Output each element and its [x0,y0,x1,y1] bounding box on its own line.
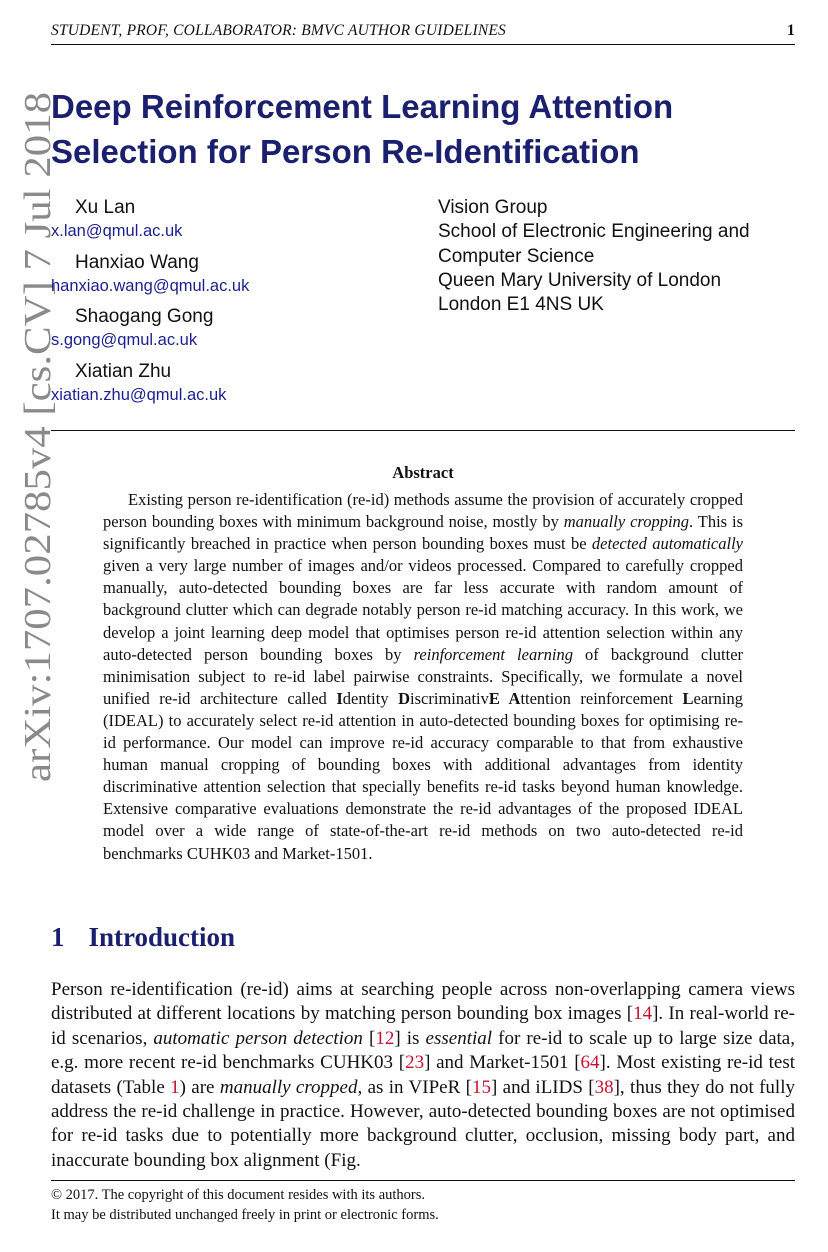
copyright-line: © 2017. The copyright of this document resides with its authors. [51,1187,426,1203]
intro-emphasis: manually cropped [219,1076,358,1098]
intro-emphasis: automatic person detection [153,1027,363,1049]
author-email[interactable]: hanxiao.wang@qmul.ac.uk [51,276,250,295]
author-name: Shaogang Gong [75,306,214,327]
affiliation-line: Computer Science [438,245,595,267]
abstract-text: dentity [342,688,399,708]
intro-emphasis: essential [425,1027,493,1049]
divider-rule [51,430,795,431]
abstract-body [103,489,743,865]
arxiv-id: arXiv:1707.02785v4 [cs.CV] 7 Jul 2018 [17,169,59,782]
author-list [51,196,411,414]
running-title: STUDENT, PROF, COLLABORATOR: BMVC AUTHOR GUIDELINES [51,22,506,39]
abstract-text: of background clutter minimisation subject to re-id label pairwise constraints. Specifically, we formulate a novel unified re-id architecture called [103,644,744,708]
author-entry [51,196,411,251]
intro-paragraph [51,978,795,1173]
section-heading [51,922,235,953]
footer-rule [51,1180,795,1181]
acronym-letter: E A [488,688,521,708]
author-email[interactable]: s.gong@qmul.ac.uk [51,331,198,349]
intro-text: Person re-identification (re-id) aims at searching people across non-overlapping camera views distributed at different locations by matching person bounding box images [ [51,979,795,1025]
copyright-footer [51,1185,795,1225]
intro-text: [ [362,1027,376,1049]
intro-text: ] is [394,1027,426,1049]
author-email[interactable]: x.lan@qmul.ac.uk [51,222,183,240]
abstract-text: . This is significantly breached in practice when person bounding boxes must be [103,512,744,554]
acronym-letter: I [336,688,343,708]
title-line-1: Deep Reinforcement Learning Attention [51,88,674,125]
author-entry [51,305,411,360]
section-title: Introduction [88,922,236,952]
author-email[interactable]: xiatian.zhu@qmul.ac.uk [51,385,227,404]
citation-link[interactable]: 12 [375,1027,395,1049]
intro-text: , as in VIPeR [ [357,1076,472,1098]
author-entry [51,360,411,415]
acronym-letter: L [682,688,694,708]
affiliation-line: School of Electronic Engineering and [438,221,750,243]
intro-text: ]. In real-world re-id scenarios, [51,1003,795,1049]
intro-text: ) are [179,1076,220,1098]
affiliation-block [438,196,808,317]
author-name: Xu Lan [75,197,136,218]
abstract-text: Existing person re-identification (re-id) methods assume the provision of accurately cropped person bounding boxes with minimum background noise, mostly by [103,490,743,532]
abstract-text: iscriminativ [410,688,489,708]
author-entry [51,251,411,306]
intro-text: ] and iLIDS [ [490,1076,595,1098]
page-number: 1 [787,22,795,39]
intro-text: ], thus they do not fully address the re-id challenge in practice. However, auto-detected bounding boxes are not optimised for re-id tasks due to potentially more background clutter, occlusion, missing body part, and inaccurate bounding box alignment (Fig. [51,1076,795,1171]
intro-text: for re-id to scale up to large size data, e.g. more recent re-id benchmarks CUHK03 [ [51,1027,795,1074]
abstract-emphasis: manually cropping [563,512,690,532]
paper-title [51,84,791,174]
author-name: Xiatian Zhu [75,360,172,382]
abstract-emphasis: reinforcement learning [413,644,573,664]
affiliation-line: Vision Group [438,197,548,218]
title-line-2: Selection for Person Re-Identification [51,133,640,170]
abstract-text: earning (IDEAL) to accurately select re-id attention in auto-detected bounding boxes for optimising re-id performance. Our model can improve re-id accuracy comparable to that from exhaustive human manual cropping of bounding boxes with additional advantages from identity discriminative attention selection that specially benefits re-id tasks beyond human knowledge. Extensive comparative evaluations demonstrate the re-id advantages of the proposed IDEAL model over a wide range of state-of-the-art re-id methods on two auto-detected re-id benchmarks CUHK03 and Market-1501. [103,688,743,863]
author-name: Hanxiao Wang [75,251,199,273]
citation-link[interactable]: 15 [471,1076,491,1098]
affiliation-line: London E1 4NS UK [438,294,604,316]
abstract-text: ttention reinforcement [520,688,683,708]
citation-link[interactable]: 23 [405,1052,425,1074]
license-line: It may be distributed unchanged freely in print or electronic forms. [51,1207,439,1223]
intro-text: ]. Most existing re-id test datasets (Table [51,1052,795,1098]
citation-link[interactable]: 64 [580,1052,600,1074]
section-number: 1 [51,922,65,952]
abstract-text: given a very large number of images and/or videos processed. Compared to carefully cropped manually, auto-detected bounding boxes are far less accurate with random amount of background clutter which can degrade notably person re-id matching accuracy. In this work, we develop a joint learning deep model that optimises person re-id attention selection within any auto-detected person bounding boxes by [103,556,743,664]
citation-link[interactable]: 14 [633,1003,653,1025]
abstract-emphasis: detected automatically [591,534,743,554]
intro-text: ] and Market-1501 [ [424,1052,581,1074]
citation-link[interactable]: 38 [594,1076,614,1098]
acronym-letter: D [398,688,411,708]
affiliation-line: Queen Mary University of London [438,269,722,291]
abstract-heading: Abstract [392,463,454,482]
running-header [51,22,795,45]
table-ref-link[interactable]: 1 [170,1076,180,1098]
